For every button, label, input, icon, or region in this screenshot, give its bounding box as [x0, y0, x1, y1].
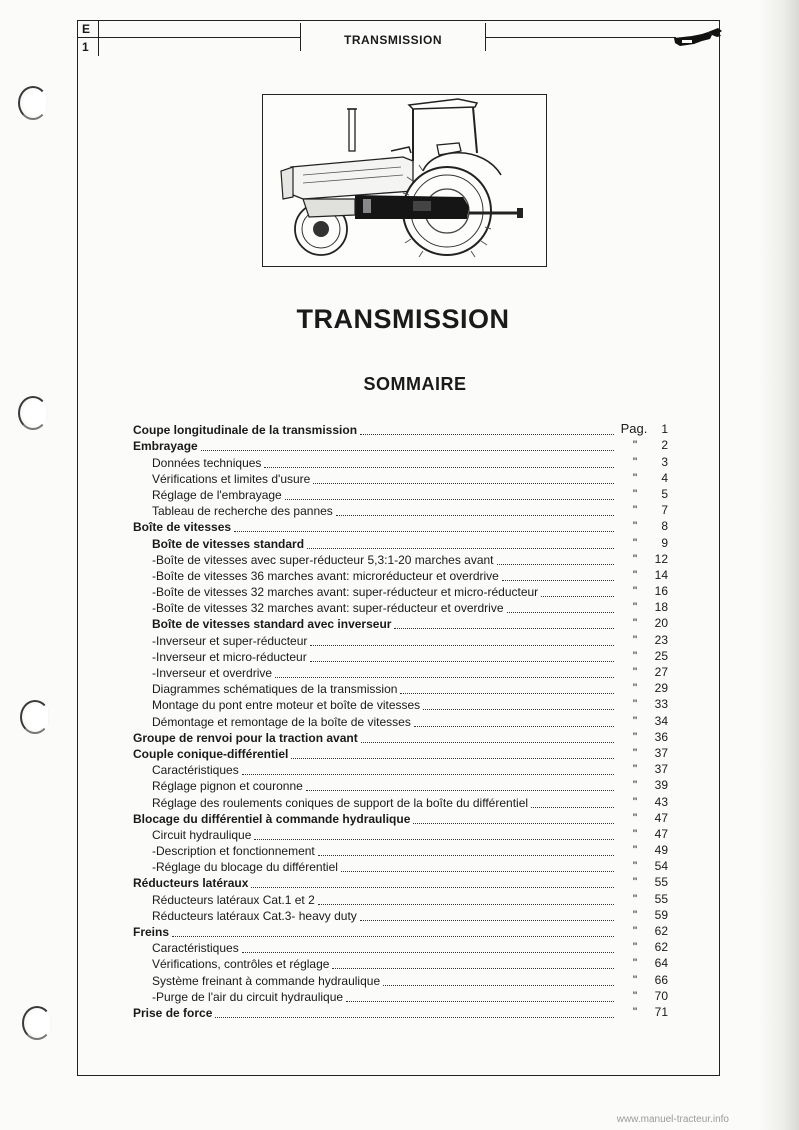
toc-entry-prefix: "	[632, 940, 638, 955]
toc-leader-dots	[254, 829, 614, 840]
toc-leader-dots	[336, 505, 614, 516]
toc-entry	[133, 988, 668, 1004]
toc-entry	[133, 631, 668, 647]
toc-entry-page: 43	[654, 794, 668, 809]
toc-leader-dots	[360, 424, 614, 435]
toc-entry-page: 34	[654, 713, 668, 728]
toc-entry-prefix: "	[632, 907, 638, 922]
toc-entry	[133, 826, 668, 842]
toc-leader-dots	[332, 958, 614, 969]
toc-entry-page: 3	[661, 454, 668, 469]
toc-leader-dots	[242, 764, 614, 775]
toc-entry	[133, 696, 668, 712]
toc-entry-prefix: "	[632, 648, 638, 663]
toc-entry-label: -Boîte de vitesses 36 marches avant: microréducteur et overdrive	[152, 568, 499, 583]
toc-entry	[133, 421, 668, 437]
toc-entry-label: Prise de force	[133, 1005, 213, 1020]
toc-leader-dots	[361, 732, 614, 743]
toc-entry	[133, 939, 668, 955]
toc-leader-dots	[264, 457, 614, 468]
toc-leader-dots	[400, 683, 614, 694]
toc-leader-dots	[313, 473, 614, 484]
toc-entry	[133, 437, 668, 453]
toc-entry-page: 16	[654, 584, 668, 599]
toc-entry-prefix: "	[632, 778, 638, 793]
toc-leader-dots	[502, 570, 614, 581]
toc-entry-page: 55	[654, 891, 668, 906]
toc-leader-dots	[414, 716, 614, 727]
toc-entry-label: Tableau de recherche des pannes	[152, 504, 333, 519]
toc-entry-label: Réglage pignon et couronne	[152, 779, 303, 794]
toc-leader-dots	[172, 926, 614, 937]
toc-entry	[133, 502, 668, 518]
table-of-contents	[133, 421, 668, 1020]
toc-leader-dots	[541, 586, 614, 597]
toc-leader-dots	[360, 910, 614, 921]
toc-entry-prefix: "	[632, 924, 638, 938]
toc-entry	[133, 599, 668, 615]
toc-entry-label: Boîte de vitesses standard avec inverseur	[152, 617, 392, 632]
punch-hole	[22, 1006, 52, 1040]
toc-entry-label: Réducteurs latéraux Cat.1 et 2	[152, 892, 315, 907]
toc-entry	[133, 923, 668, 939]
toc-leader-dots	[291, 748, 614, 759]
document-subtitle: SOMMAIRE	[363, 374, 467, 394]
toc-entry-page: 39	[654, 778, 668, 793]
toc-entry-page: 55	[654, 875, 668, 890]
toc-leader-dots	[310, 651, 614, 662]
toc-entry-label: Démontage et remontage de la boîte de vitesses	[152, 714, 411, 729]
toc-entry-page: 36	[654, 729, 668, 744]
toc-entry	[133, 534, 668, 550]
toc-entry-page: 2	[661, 438, 668, 453]
toc-leader-dots	[423, 699, 614, 710]
toc-leader-dots	[306, 780, 614, 791]
toc-entry-prefix: "	[632, 535, 638, 550]
toc-entry	[133, 648, 668, 664]
toc-leader-dots	[413, 813, 614, 824]
punch-hole	[18, 396, 48, 430]
toc-entry-label: Montage du pont entre moteur et boîte de vitesses	[152, 698, 421, 713]
toc-leader-dots	[285, 489, 614, 500]
toc-entry-prefix: "	[632, 859, 638, 874]
toc-leader-dots	[242, 942, 614, 953]
toc-entry	[133, 664, 668, 680]
toc-entry-label: Réducteurs latéraux	[133, 876, 249, 891]
toc-entry	[133, 777, 668, 793]
toc-entry-prefix: "	[632, 826, 638, 841]
toc-entry	[133, 470, 668, 486]
toc-entry-page: 14	[654, 567, 668, 582]
toc-entry-page: 18	[654, 600, 668, 615]
toc-entry-page: 8	[661, 519, 668, 534]
section-number: 1	[82, 40, 89, 54]
toc-leader-dots	[201, 440, 614, 451]
toc-entry-page: 37	[654, 745, 668, 760]
toc-entry-label: Couple conique-différentiel	[133, 746, 289, 761]
toc-entry	[133, 858, 668, 874]
toc-entry-prefix: "	[632, 600, 638, 615]
toc-entry-label: -Inverseur et overdrive	[152, 666, 273, 680]
toc-entry-page: 47	[654, 810, 668, 825]
toc-entry-label: Coupe longitudinale de la transmission	[133, 423, 358, 438]
toc-leader-dots	[234, 521, 614, 532]
toc-entry	[133, 729, 668, 745]
toc-entry	[133, 567, 668, 583]
toc-entry-label: Blocage du différentiel à commande hydraulique	[133, 811, 411, 826]
toc-entry-label: -Boîte de vitesses 32 marches avant: super-réducteur et overdrive	[152, 601, 504, 616]
toc-entry-label: Réglage des roulements coniques de support de la boîte du différentiel	[152, 795, 529, 810]
toc-entry-page: 49	[654, 843, 668, 858]
toc-entry-prefix: "	[632, 891, 638, 906]
toc-entry-label: -Inverseur et micro-réducteur	[152, 649, 307, 664]
toc-entry-page: 62	[654, 940, 668, 955]
toc-entry-prefix: "	[632, 697, 638, 712]
toc-entry-prefix: "	[632, 794, 638, 809]
toc-entry-prefix: "	[632, 470, 638, 485]
toc-entry-label: -Purge de l'air du circuit hydraulique	[152, 989, 344, 1004]
toc-entry-label: -Inverseur et super-réducteur	[152, 633, 308, 648]
toc-entry	[133, 907, 668, 923]
toc-entry-page: 59	[654, 907, 668, 922]
toc-entry-label: Caractéristiques	[152, 763, 239, 778]
punch-hole	[20, 700, 50, 734]
toc-entry-prefix: "	[632, 519, 638, 534]
toc-entry-page: 20	[654, 616, 668, 631]
toc-entry	[133, 518, 668, 534]
toc-entry-prefix: "	[632, 972, 638, 987]
toc-entry-label: -Boîte de vitesses avec super-réducteur 5,3:1-20 marches avant	[152, 552, 494, 567]
toc-entry-prefix: Pag.	[620, 421, 648, 437]
toc-entry-prefix: "	[632, 843, 638, 858]
toc-leader-dots	[310, 635, 614, 646]
toc-leader-dots	[215, 1007, 614, 1018]
toc-entry-label: Réglage de l'embrayage	[152, 487, 282, 502]
footer-watermark: www.manuel-tracteur.info	[616, 1114, 729, 1125]
toc-entry	[133, 842, 668, 858]
toc-entry-page: 47	[654, 826, 668, 841]
toc-entry-page: 29	[654, 681, 668, 696]
toc-entry-page: 66	[654, 972, 668, 987]
toc-entry-label: Freins	[133, 925, 170, 939]
toc-entry-label: Vérifications, contrôles et réglage	[152, 957, 330, 972]
toc-entry-page: 27	[654, 665, 668, 679]
toc-entry-page: 70	[654, 988, 668, 1003]
toc-entry-page: 25	[654, 648, 668, 663]
toc-entry-label: Système freinant à commande hydraulique	[152, 973, 381, 988]
toc-entry-label: Embrayage	[133, 439, 198, 454]
toc-leader-dots	[383, 975, 614, 986]
toc-entry-page: 37	[654, 762, 668, 777]
toc-entry-prefix: "	[632, 584, 638, 599]
toc-entry-prefix: "	[632, 486, 638, 501]
toc-entry	[133, 551, 668, 567]
toc-entry-page: 64	[654, 956, 668, 971]
toc-entry	[133, 761, 668, 777]
toc-entry-label: -Boîte de vitesses 32 marches avant: super-réducteur et micro-réducteur	[152, 585, 539, 600]
toc-entry-label: -Réglage du blocage du différentiel	[152, 860, 338, 875]
toc-leader-dots	[307, 538, 614, 549]
toc-entry	[133, 793, 668, 809]
toc-entry-prefix: "	[632, 988, 638, 1003]
toc-entry-page: 12	[654, 551, 668, 566]
toc-leader-dots	[318, 894, 614, 905]
toc-entry	[133, 615, 668, 631]
toc-entry-prefix: "	[632, 454, 638, 469]
wrench-hand-icon	[672, 26, 724, 52]
toc-entry-label: Caractéristiques	[152, 941, 239, 956]
toc-entry-page: 71	[654, 1004, 668, 1019]
toc-leader-dots	[507, 602, 614, 613]
toc-leader-dots	[318, 845, 614, 856]
toc-entry-label: Réducteurs latéraux Cat.3- heavy duty	[152, 908, 357, 923]
toc-entry-page: 54	[654, 859, 668, 874]
section-code-box	[77, 20, 99, 56]
toc-entry	[133, 890, 668, 906]
toc-entry-page: 7	[661, 503, 668, 518]
toc-entry-prefix: "	[632, 665, 638, 679]
toc-entry-prefix: "	[632, 810, 638, 825]
toc-entry-page: 23	[654, 632, 668, 647]
toc-leader-dots	[394, 618, 614, 629]
toc-entry-prefix: "	[632, 503, 638, 518]
toc-entry-label: Données techniques	[152, 455, 262, 470]
toc-entry-prefix: "	[632, 1004, 638, 1019]
tractor-illustration	[262, 94, 547, 267]
punch-hole	[18, 86, 48, 120]
toc-entry	[133, 453, 668, 469]
toc-entry-prefix: "	[632, 681, 638, 696]
toc-leader-dots	[497, 554, 614, 565]
toc-leader-dots	[251, 877, 614, 888]
toc-entry	[133, 745, 668, 761]
toc-entry-page: 62	[654, 924, 668, 938]
toc-entry	[133, 583, 668, 599]
toc-entry-prefix: "	[632, 875, 638, 890]
header-title: TRANSMISSION	[300, 23, 486, 51]
toc-entry-prefix: "	[632, 438, 638, 453]
toc-entry-prefix: "	[632, 762, 638, 777]
toc-entry	[133, 971, 668, 987]
toc-entry-label: Boîte de vitesses	[133, 520, 232, 535]
toc-entry	[133, 486, 668, 502]
toc-entry	[133, 874, 668, 890]
document-title: TRANSMISSION	[296, 304, 510, 334]
toc-entry	[133, 810, 668, 826]
toc-entry-prefix: "	[632, 713, 638, 728]
toc-entry	[133, 712, 668, 728]
toc-entry-page: 1	[661, 422, 668, 437]
toc-entry-label: Circuit hydraulique	[152, 827, 252, 842]
page-edge-shadow	[759, 0, 799, 1130]
toc-leader-dots	[531, 797, 614, 808]
header-rule-left	[99, 37, 300, 38]
toc-entry-page: 33	[654, 697, 668, 712]
toc-entry-prefix: "	[632, 567, 638, 582]
toc-entry	[133, 680, 668, 696]
toc-entry-label: Boîte de vitesses standard	[152, 536, 305, 551]
toc-entry	[133, 1004, 668, 1020]
toc-entry-prefix: "	[632, 551, 638, 566]
toc-leader-dots	[275, 667, 614, 678]
toc-entry-prefix: "	[632, 616, 638, 631]
toc-entry	[133, 955, 668, 971]
toc-entry-page: 9	[661, 535, 668, 550]
toc-entry-prefix: "	[632, 632, 638, 647]
toc-entry-page: 4	[661, 470, 668, 485]
toc-entry-label: Vérifications et limites d'usure	[152, 471, 311, 486]
toc-entry-prefix: "	[632, 745, 638, 760]
toc-entry-prefix: "	[632, 956, 638, 971]
toc-entry-label: Diagrammes schématiques de la transmission	[152, 682, 398, 697]
toc-entry-label: -Description et fonctionnement	[152, 844, 315, 859]
toc-entry-prefix: "	[632, 729, 638, 744]
toc-entry-page: 5	[661, 486, 668, 501]
header-rule-right	[486, 37, 676, 38]
section-letter: E	[77, 20, 99, 38]
toc-entry-label: Groupe de renvoi pour la traction avant	[133, 730, 358, 745]
toc-leader-dots	[346, 991, 614, 1002]
toc-leader-dots	[341, 861, 614, 872]
